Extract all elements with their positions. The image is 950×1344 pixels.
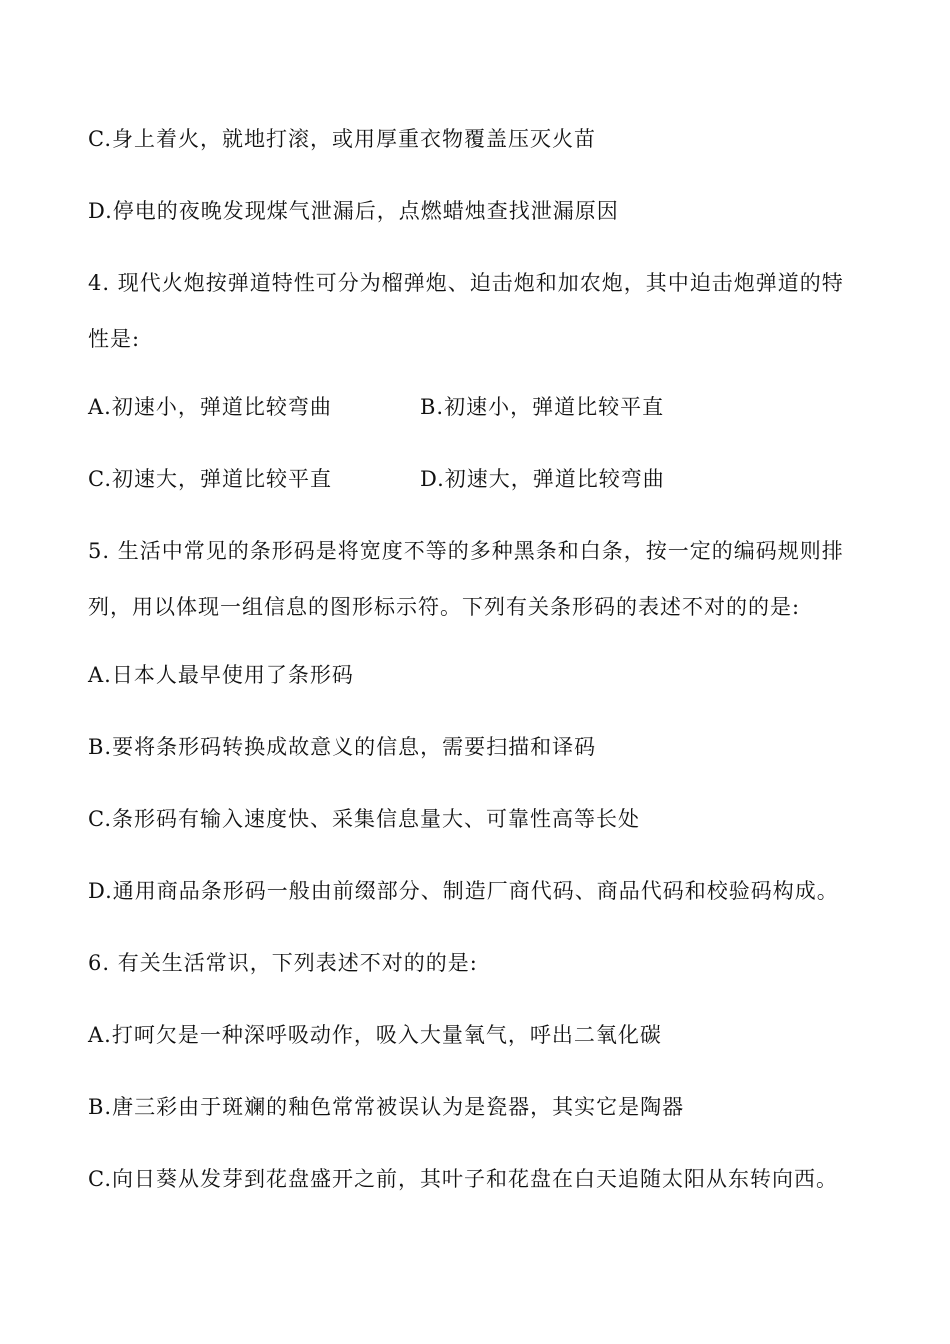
q6-option-c: C.向日葵从发芽到花盘盛开之前，其叶子和花盘在白天追随太阳从东转向西。 xyxy=(88,1167,838,1191)
q6-option-a: A.打呵欠是一种深呼吸动作，吸入大量氧气，呼出二氧化碳 xyxy=(88,1023,662,1047)
q5-stem-line1: 5. 生活中常见的条形码是将宽度不等的多种黑条和白条，按一定的编码规则排 xyxy=(88,539,844,563)
q3-option-d: D.停电的夜晚发现煤气泄漏后，点燃蜡烛查找泄漏原因 xyxy=(88,199,619,223)
q5-option-a: A.日本人最早使用了条形码 xyxy=(88,663,354,687)
q5-option-d: D.通用商品条形码一般由前缀部分、制造厂商代码、商品代码和校验码构成。 xyxy=(88,879,839,903)
q5-stem-line2: 列，用以体现一组信息的图形标示符。下列有关条形码的表述不对的的是: xyxy=(88,595,801,619)
q4-options-row2 xyxy=(88,464,788,494)
q6-stem-line1: 6. 有关生活常识，下列表述不对的的是: xyxy=(88,951,478,975)
q3-option-c: C.身上着火，就地打滚，或用厚重衣物覆盖压灭火苗 xyxy=(88,127,596,151)
q4-stem-line2: 性是: xyxy=(88,327,141,351)
q4-option-d: D.初速大，弹道比较弯曲 xyxy=(420,467,665,491)
q4-option-b: B.初速小，弹道比较平直 xyxy=(420,395,665,419)
q4-stem-line1: 4. 现代火炮按弹道特性可分为榴弹炮、迫击炮和加农炮，其中迫击炮弹道的特 xyxy=(88,271,844,295)
q5-option-b: B.要将条形码转换成故意义的信息，需要扫描和译码 xyxy=(88,735,597,759)
q4-options-row1 xyxy=(88,392,788,422)
q4-option-a: A.初速小，弹道比较弯曲 xyxy=(88,395,332,419)
q6-option-b: B.唐三彩由于斑斓的釉色常常被误认为是瓷器，其实它是陶器 xyxy=(88,1095,685,1119)
q4-option-c: C.初速大，弹道比较平直 xyxy=(88,467,332,491)
q5-option-c: C.条形码有输入速度快、采集信息量大、可靠性高等长处 xyxy=(88,807,640,831)
